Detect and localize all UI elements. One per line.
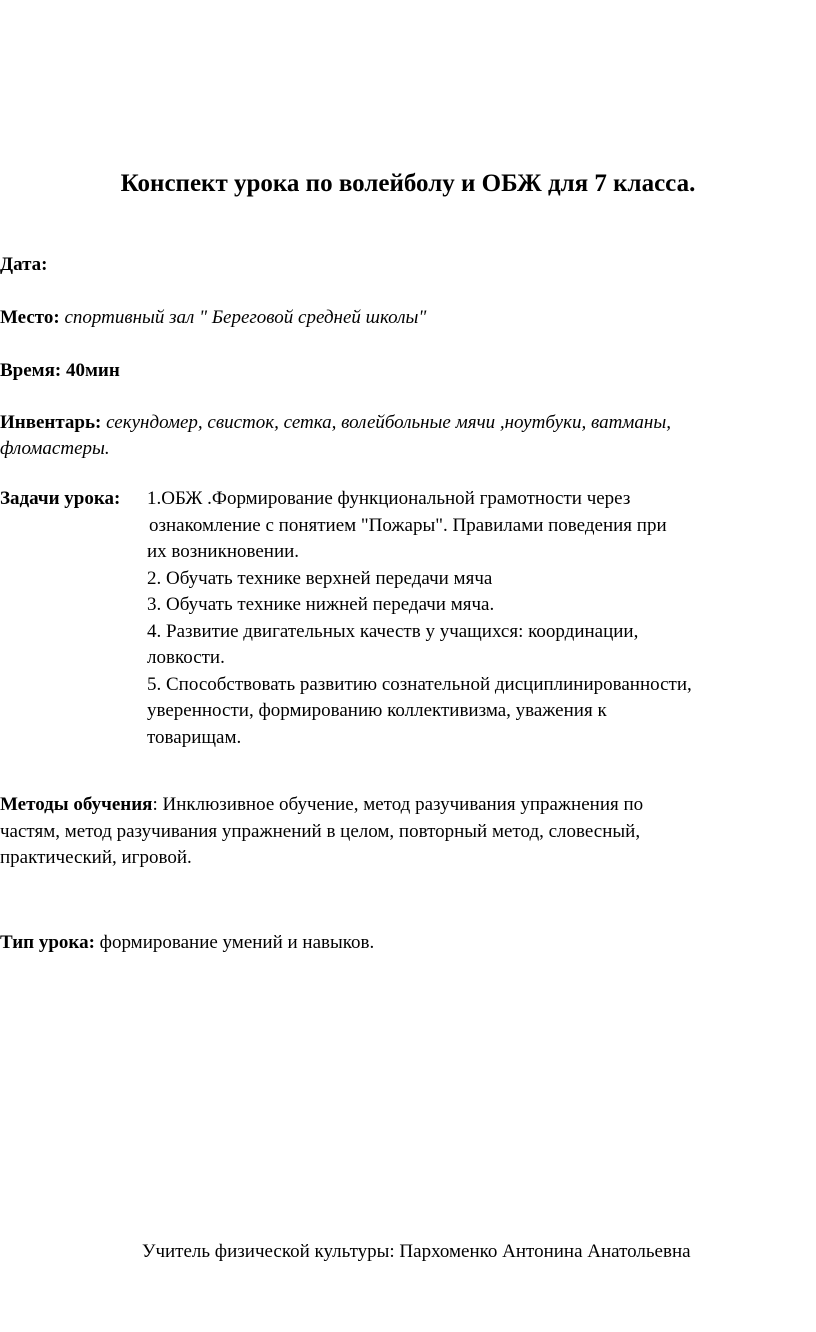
tasks-label: Задачи урока: bbox=[0, 488, 121, 509]
document-title: Конспект урока по волейболу и ОБЖ для 7 класса. bbox=[120, 170, 696, 197]
task-line: уверенности, формированию коллективизма, уважения к bbox=[147, 700, 607, 721]
task-line: их возникновении. bbox=[147, 541, 300, 562]
methods-paragraph bbox=[0, 792, 800, 872]
teacher-signature-line: Учитель физической культуры: Пархоменко Антонина Анатольевна bbox=[142, 1241, 691, 1262]
tasks-list bbox=[147, 486, 816, 751]
task-line: товарищам. bbox=[147, 726, 242, 748]
lesson-type-line bbox=[0, 930, 374, 956]
inventory-line-1 bbox=[0, 410, 671, 436]
lesson-type-value: формирование умений и навыков. bbox=[94, 932, 375, 953]
place-line bbox=[0, 305, 426, 331]
methods-value-1: : Инклюзивное обучение, метод разучивания упражнения по bbox=[152, 794, 644, 815]
task-line: ловкости. bbox=[147, 647, 225, 668]
task-line: 1.ОБЖ .Формирование функциональной грамотности через bbox=[147, 488, 631, 509]
methods-line-2: частям, метод разучивания упражнений в целом, повторный метод, словесный, bbox=[0, 820, 641, 842]
methods-label: Методы обучения bbox=[0, 794, 153, 815]
inventory-value-1: секундомер, свисток, сетка, волейбольные мячи ,ноутбуки, ватманы, bbox=[106, 412, 671, 433]
time-line: Время: 40мин bbox=[0, 360, 120, 381]
place-label: Место: bbox=[0, 307, 60, 328]
date-label: Дата: bbox=[0, 254, 48, 275]
task-line: 3. Обучать технике нижней передачи мяча. bbox=[147, 594, 495, 615]
inventory-label: Инвентарь: bbox=[0, 412, 102, 433]
methods-line-3: практический, игровой. bbox=[0, 847, 192, 868]
task-line: 5. Способствовать развитию сознательной дисциплинированности, bbox=[147, 673, 692, 695]
task-line: 2. Обучать технике верхней передачи мяча bbox=[147, 567, 493, 589]
task-line: 4. Развитие двигательных качеств у учащихся: координации, bbox=[147, 620, 639, 642]
place-value: спортивный зал " Береговой средней школы" bbox=[64, 307, 427, 328]
inventory-line-2: фломастеры. bbox=[0, 438, 110, 459]
task-line: ознакомление с понятием "Пожары". Правилами поведения при bbox=[149, 514, 667, 536]
methods-line-1 bbox=[0, 792, 800, 819]
lesson-type-label: Тип урока: bbox=[0, 932, 95, 953]
